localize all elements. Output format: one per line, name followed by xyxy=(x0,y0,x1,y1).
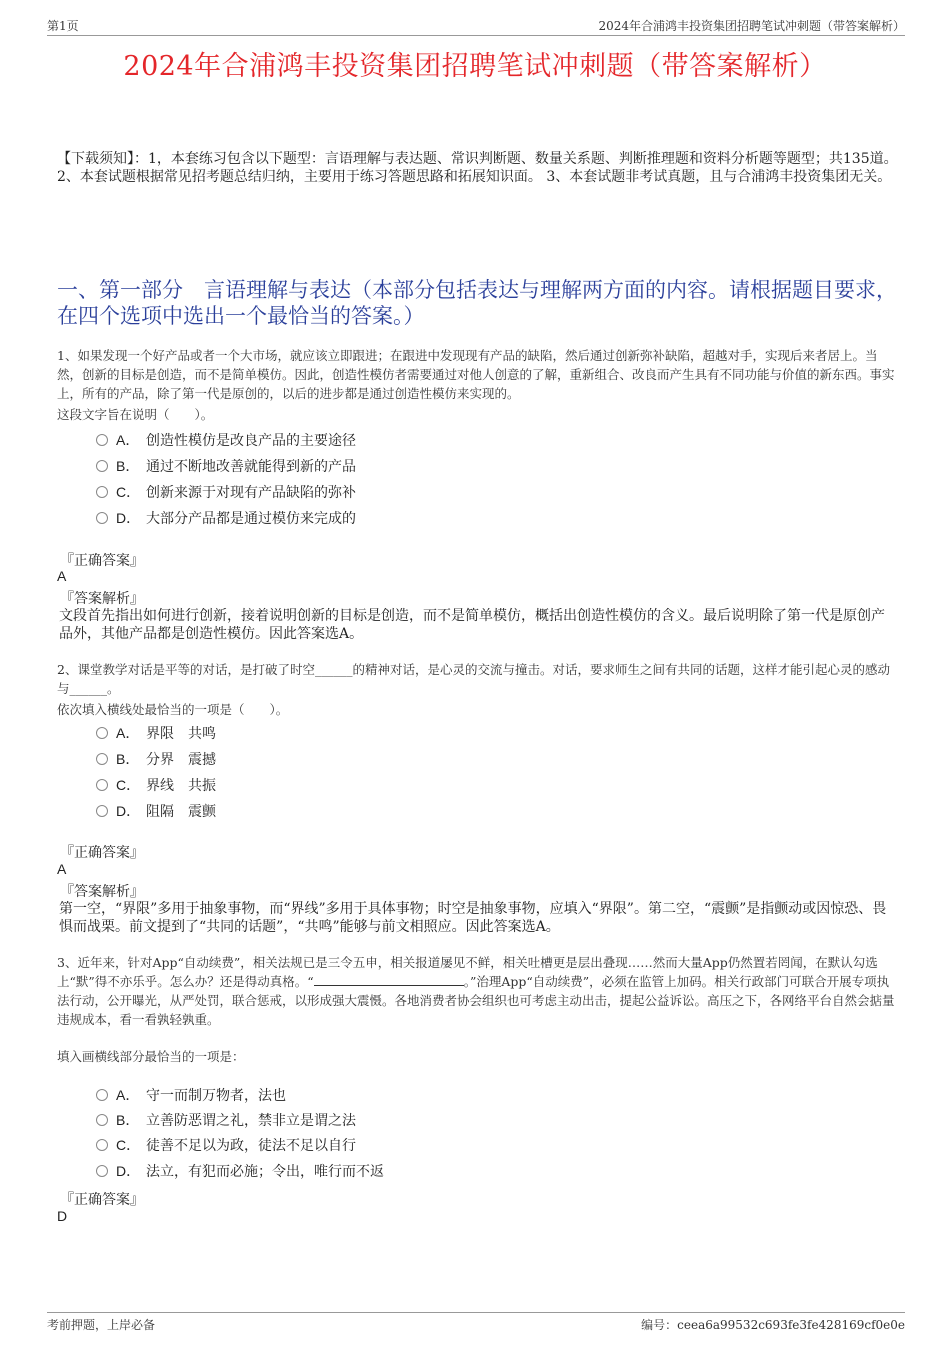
page-number: 第1页 xyxy=(47,19,79,33)
radio-icon[interactable] xyxy=(96,779,108,791)
q2-option-c[interactable]: C． 界线 共振 xyxy=(96,775,216,795)
q3-answer: D xyxy=(57,1208,68,1224)
radio-icon[interactable] xyxy=(96,1089,108,1101)
download-notice: 【下载须知】：1，本套练习包含以下题型：言语理解与表达题、常识判断题、数量关系题、判断推理题和资料分析题等题型；共135道。 2、本套试题根据常见招考题总结归纳，主要用于练习答题思路和拓展知识面。 3、本套试题非考试真题，且与合浦鸿丰投资集团无关。 xyxy=(57,151,898,185)
q2-option-d[interactable]: D． 阻隔 震颤 xyxy=(96,801,216,821)
q2-analysis-label: 『答案解析』 xyxy=(60,884,144,900)
q3-option-b[interactable]: B． 立善防恶谓之礼，禁非立是谓之法 xyxy=(96,1110,356,1130)
radio-icon[interactable] xyxy=(96,1139,108,1151)
q2-answer: A xyxy=(57,861,67,877)
q3-option-c[interactable]: C． 徒善不足以为政，徒法不足以自行 xyxy=(96,1135,356,1155)
radio-icon[interactable] xyxy=(96,512,108,524)
q1-analysis-label: 『答案解析』 xyxy=(60,591,144,607)
q2-analysis: 第一空，“界限”多用于抽象事物，而“界线”多用于具体事物；时空是抽象事物，应填入“界限”。第二空，“震颤”是指颤动或因惊恐、畏惧而战栗。前文提到了“共同的话题”，“共鸣”能够与前文相照应。因此答案选A。 xyxy=(59,901,887,935)
q2-stem: 2、课堂教学对话是平等的对话，是打破了时空______的精神对话，是心灵的交流与撞击。对话，要求师生之间有共同的话题，这样才能引起心灵的感动与______。 xyxy=(57,662,890,696)
q3-option-d[interactable]: D． 法立，有犯而必施；令出，唯行而不返 xyxy=(96,1161,384,1181)
q1-ask: 这段文字旨在说明（ ）。 xyxy=(57,407,214,422)
q2-option-b[interactable]: B． 分界 震撼 xyxy=(96,749,216,769)
q3-ask: 填入画横线部分最恰当的一项是： xyxy=(57,1049,245,1064)
radio-icon[interactable] xyxy=(96,753,108,765)
radio-icon[interactable] xyxy=(96,1114,108,1126)
footer-slogan: 考前押题，上岸必备 xyxy=(47,1318,156,1332)
q1-option-a[interactable]: A． 创造性模仿是改良产品的主要途径 xyxy=(96,430,356,450)
q1-option-d[interactable]: D． 大部分产品都是通过模仿来完成的 xyxy=(96,508,356,528)
q1-stem: 1、如果发现一个好产品或者一个大市场，就应该立即跟进；在跟进中发现现有产品的缺陷，然后通过创新弥补缺陷，超越对手，实现后来者居上。当然，创新的目标是创造，而不是简单模仿。因此，创造性模仿者需要通过对他人创意的了解，重新组合、改良而产生具有不同功能与价值的新东西。事实上，所有的产品，除了第一代是原创的，以后的进步都是通过创造性模仿来实现的。 xyxy=(57,348,895,401)
q2-option-a[interactable]: A． 界限 共鸣 xyxy=(96,723,216,743)
q3-option-a[interactable]: A． 守一而制万物者，法也 xyxy=(96,1085,286,1105)
radio-icon[interactable] xyxy=(96,805,108,817)
page-footer xyxy=(47,1312,905,1332)
q1-option-b[interactable]: B． 通过不断地改善就能得到新的产品 xyxy=(96,456,356,476)
q2-correct-label: 『正确答案』 xyxy=(60,845,144,861)
q1-analysis: 文段首先指出如何进行创新，接着说明创新的目标是创造，而不是简单模仿，概括出创造性模仿的含义。最后说明除了第一代是原创产品外，其他产品都是创造性模仿。因此答案选A。 xyxy=(59,608,885,642)
q1-answer: A xyxy=(57,568,67,584)
section-heading: 一、第一部分 言语理解与表达（本部分包括表达与理解两方面的内容。请根据题目要求，在四个选项中选出一个最恰当的答案。） xyxy=(57,278,897,328)
radio-icon[interactable] xyxy=(96,460,108,472)
fill-blank xyxy=(314,973,464,986)
radio-icon[interactable] xyxy=(96,486,108,498)
page-header xyxy=(47,15,905,36)
q1-option-c[interactable]: C． 创新来源于对现有产品缺陷的弥补 xyxy=(96,482,356,502)
q1-correct-label: 『正确答案』 xyxy=(60,553,144,569)
q3-correct-label: 『正确答案』 xyxy=(60,1192,144,1208)
radio-icon[interactable] xyxy=(96,434,108,446)
header-doc-title: 2024年合浦鸿丰投资集团招聘笔试冲刺题（带答案解析） xyxy=(598,19,905,33)
q3-stem: 3、近年来，针对App“自动续费”，相关法规已是三令五申，相关报道屡见不鲜，相关吐槽更是层出叠现……然而大量App仍然置若罔闻，在默认勾选上“默”得不亦乐乎。怎么办？还是得动真格。“ 。”治理App“自动续费”，必须在监管上加码。相关行政部门可联合开展专项执法行动，公开曝光，从严处罚，联合惩戒，以形成强大震慑。各地消费者协会组织也可考虑主动出击，提起公益诉讼。高压之下，各网络平台自然会掂量违规成本，看一看孰轻孰重。 xyxy=(57,955,895,1027)
q2-ask: 依次填入横线处最恰当的一项是（ ）。 xyxy=(57,702,289,717)
footer-serial: 编号：ceea6a99532c693fe3fe428169cf0e0e xyxy=(641,1318,905,1332)
page-title: 2024年合浦鸿丰投资集团招聘笔试冲刺题（带答案解析） xyxy=(123,51,827,82)
radio-icon[interactable] xyxy=(96,1165,108,1177)
radio-icon[interactable] xyxy=(96,727,108,739)
